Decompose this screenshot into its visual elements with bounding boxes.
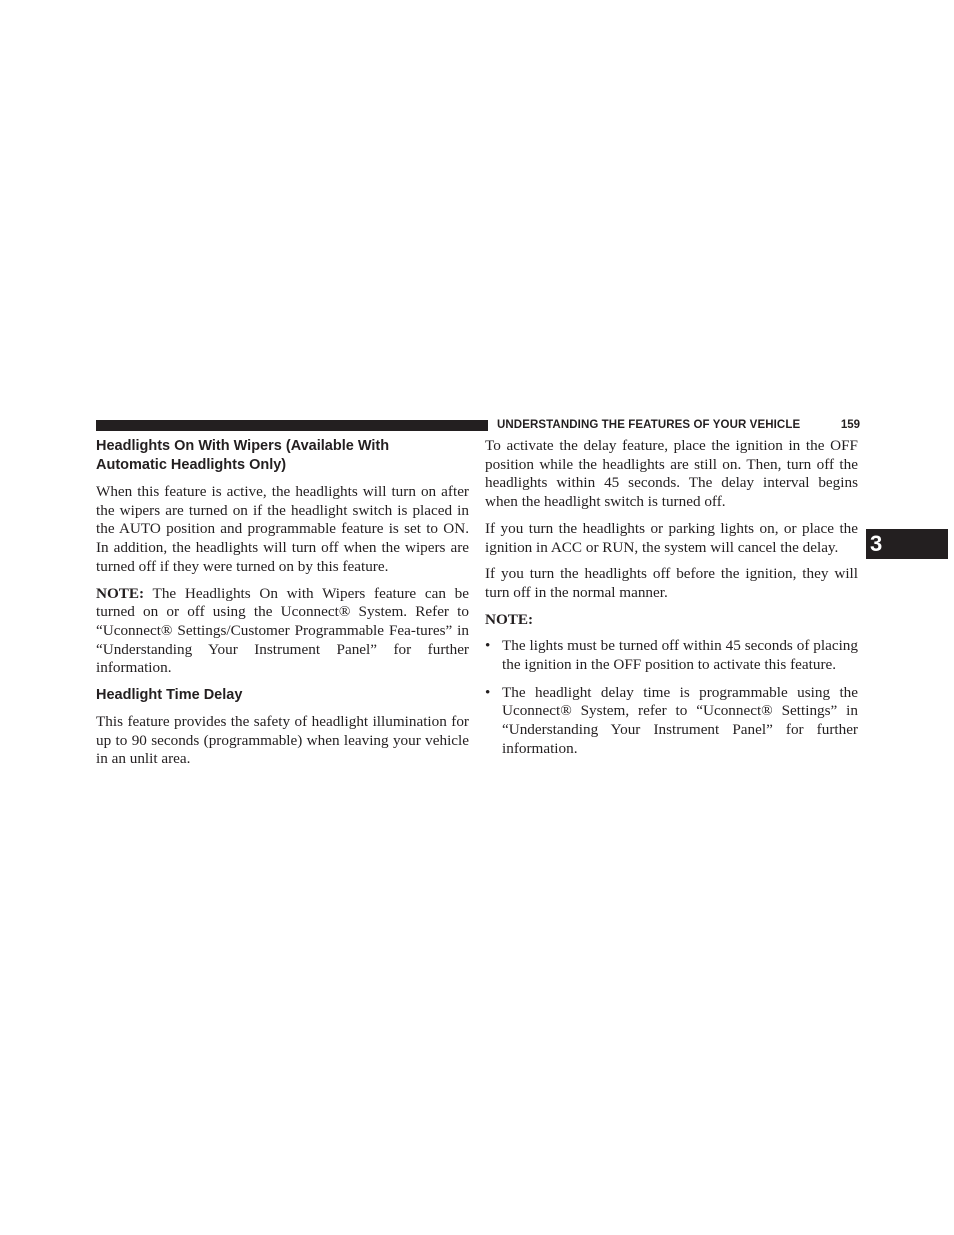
bullet-text: The headlight delay time is programmable using the Uconnect® System, refer to “Uconnect® Settings” in “Understanding Your Instrument Panel” for further information. (502, 683, 858, 757)
paragraph-activate-delay: To activate the delay feature, place the ignition in the OFF position while the headlights are still on. Then, turn off the headlights within 45 seconds. The delay interval begins when the headlight switch is turned off. (485, 437, 858, 511)
paragraph-wipers-feature: When this feature is active, the headlights will turn on after the wipers are turned on if the headlight switch is placed in the AUTO position and programmable feature is set to ON. In addition, the headlights will turn off when the wipers are turned off if they were turned on by this feature. (96, 483, 469, 575)
running-header-title: UNDERSTANDING THE FEATURES OF YOUR VEHICLE (497, 419, 801, 431)
note-bullet-list (485, 637, 858, 758)
note-label: NOTE: (96, 584, 145, 602)
bullet-text: The lights must be turned off within 45 seconds of placing the ignition in the OFF position to activate this feature. (502, 637, 858, 674)
section-heading-headlight-time-delay: Headlight Time Delay (96, 687, 243, 704)
note-text: The Headlights On with Wipers feature can be turned on or off using the Uconnect® System. Refer to “Uconnect® Settings/Customer Programmable Fea-tures” in “Understanding Your Instrument Panel” for further information. (96, 584, 469, 677)
header-rule (96, 420, 488, 431)
list-item (485, 684, 858, 759)
right-column (485, 437, 858, 759)
paragraph-time-delay: This feature provides the safety of headlight illumination for up to 90 seconds (programmable) when leaving your vehicle in an unlit area. (96, 713, 469, 768)
note-label-right: NOTE: (485, 610, 534, 628)
bullet-icon: • (485, 683, 491, 701)
list-item (485, 637, 858, 674)
heading-line-1: Headlights On With Wipers (Available With (96, 438, 390, 454)
section-heading-headlights-on-with-wipers (96, 437, 469, 475)
paragraph-cancel-delay: If you turn the headlights or parking lights on, or place the ignition in ACC or RUN, the system will cancel the delay. (485, 519, 858, 556)
bullet-icon: • (485, 637, 491, 655)
page-number: 159 (840, 419, 860, 431)
note-paragraph (96, 585, 469, 679)
heading-line-2: Automatic Headlights Only) (96, 457, 287, 473)
paragraph-normal-off: If you turn the headlights off before the ignition, they will turn off in the normal manner. (485, 565, 858, 601)
chapter-tab: 3 (866, 529, 948, 559)
left-column (96, 437, 469, 769)
